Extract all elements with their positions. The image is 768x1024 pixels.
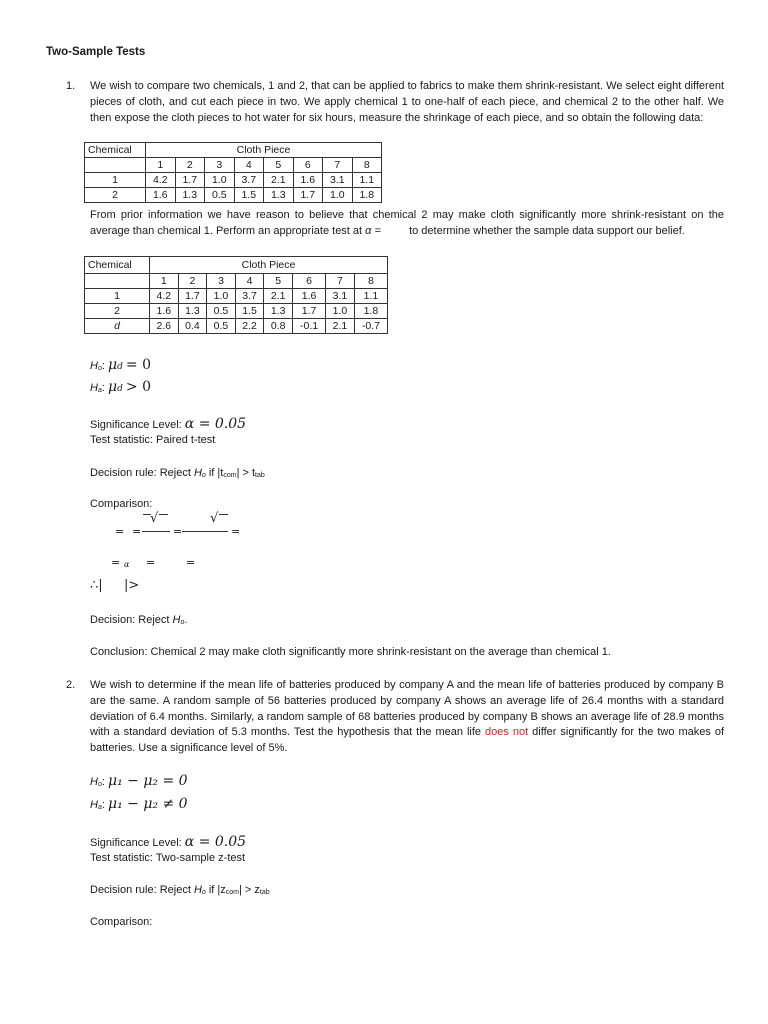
table1-cell: 1.7 — [293, 188, 323, 203]
table1-cell: 1.5 — [234, 188, 264, 203]
q2-number: 2. — [66, 679, 76, 691]
table2-cell: 1.7 — [292, 304, 325, 319]
table1-cell: 4.2 — [146, 173, 176, 188]
table2-piece-header: 4 — [235, 274, 264, 289]
q2-alt-hypothesis: Ha: μ₁ − μ₂ ≠ 0 — [90, 796, 188, 812]
q1-conclusion: Conclusion: Chemical 2 may make cloth significantly more shrink-resistant on the average than chemical 1. — [90, 646, 611, 658]
table2-row — [85, 304, 388, 319]
table1-piece-header: 1 — [146, 158, 176, 173]
table1-row-label: 2 — [85, 188, 146, 203]
table1-piece-header: 3 — [205, 158, 235, 173]
table1-piece-header: 8 — [352, 158, 382, 173]
table2-cell: -0.7 — [354, 319, 387, 334]
table1-cell: 1.3 — [264, 188, 294, 203]
q1-formula-fraction2 — [182, 531, 228, 532]
table2-cell: 1.0 — [207, 289, 236, 304]
q2-text-emphasis: does not — [485, 726, 529, 739]
q1-text2-c: to determine whether the sample data support our belief. — [409, 224, 685, 237]
q1-text2-b: average than chemical 1. Perform an appropriate test at — [90, 224, 363, 237]
q1-text: We wish to compare two chemicals, 1 and 2, that can be applied to fabrics to make them shrink-resistant. We select eight different pieces of cloth, and cut each piece in two. We apply chemical 1 to one-half of each piece, and chemical 2 to the other half. We then expose the cloth pieces to hot water for six hours, measure the shrinkage of each piece, and so obtain the following data: — [90, 80, 724, 124]
q1-formula-sqrt2: √ — [210, 511, 219, 526]
table2-cell: 1.8 — [354, 304, 387, 319]
q1-formula-row2-eq1: = — [111, 556, 121, 569]
table2-row-label: 1 — [85, 289, 150, 304]
q1-number: 1. — [66, 80, 76, 92]
q1-formula-eq2: = — [132, 525, 142, 538]
table1-cell: 1.3 — [175, 188, 205, 203]
table2-piece-header: 8 — [354, 274, 387, 289]
table2-row-label: 2 — [85, 304, 150, 319]
table1-cell: 1.0 — [205, 173, 235, 188]
q1-formula-fraction1 — [142, 531, 170, 532]
table1-piece-header: 2 — [175, 158, 205, 173]
q1-null-hypothesis: Ho: μd = 0 — [90, 357, 152, 373]
q1-formula-eq4: = — [231, 525, 241, 538]
table2-pieces-row — [85, 274, 388, 289]
table2-cell: 2.6 — [150, 319, 179, 334]
q1-formula-row2-eq2: = — [146, 556, 156, 569]
q2-test-statistic: Test statistic: Two-sample z-test — [90, 852, 246, 864]
table1-cell: 1.8 — [352, 188, 382, 203]
table2-header-cloth-piece: Cloth Piece — [150, 257, 388, 274]
q1-significance-level: Significance Level: α = 0.05 — [90, 416, 247, 432]
table1-piece-header: 4 — [234, 158, 264, 173]
q1-comparison-label: Comparison: — [90, 498, 153, 510]
table1-row — [85, 188, 382, 203]
q2-text: We wish to determine if the mean life of batteries produced by company A and the mean life of batteries produced by company B are the same. A random sample of 56 batteries produced by company A shows an average life of 26.4 months with a standard deviation of 6.4 months. Similarly, a random sample of 68 batteries produced by company B shows an average life of 28.9 months with a standard deviation of 5.3 months. Test the hypothesis that the mean life does not differ significantly for the two makes of batteries. Use a significance level of 5%. — [90, 679, 725, 755]
table1-cell: 3.1 — [323, 173, 353, 188]
table2-cell: 3.7 — [235, 289, 264, 304]
q1-formula-eq1: = — [115, 525, 125, 538]
q2-significance-level: Significance Level: α = 0.05 — [90, 834, 247, 850]
table1-corner — [85, 158, 146, 173]
table2-header-chemical: Chemical — [85, 257, 150, 274]
table2-row — [85, 319, 388, 334]
table2-cell: 0.4 — [178, 319, 207, 334]
table2-cell: 1.1 — [354, 289, 387, 304]
table2-cell: 4.2 — [150, 289, 179, 304]
q1-formula-sqrt1-bar — [159, 514, 168, 515]
table2-corner — [85, 274, 150, 289]
table2-cell: 1.6 — [292, 289, 325, 304]
table2-row-label: d — [85, 319, 150, 334]
table2-cell: 1.3 — [264, 304, 293, 319]
table1-piece-header: 6 — [293, 158, 323, 173]
table2-cell: 3.1 — [326, 289, 355, 304]
table1-cell: 1.0 — [323, 188, 353, 203]
q1-test-statistic: Test statistic: Paired t-test — [90, 434, 216, 446]
table2-row — [85, 289, 388, 304]
table1-header-chemical: Chemical — [85, 143, 146, 158]
table1-row — [85, 173, 382, 188]
q1-text2-a: From prior information we have reason to believe that chemical 2 may make cloth significantly more shrink-resistant on the — [90, 209, 724, 221]
table2-cell: 1.7 — [178, 289, 207, 304]
table2-cell: 0.5 — [207, 304, 236, 319]
table2-cell: 2.1 — [326, 319, 355, 334]
table2-piece-header: 1 — [150, 274, 179, 289]
table1-cell: 2.1 — [264, 173, 294, 188]
table2-cell: 0.8 — [264, 319, 293, 334]
q1-decision: Decision: Reject Ho. — [90, 614, 188, 626]
table2-piece-header: 7 — [326, 274, 355, 289]
table2-cell: 1.6 — [150, 304, 179, 319]
q2-comparison-label: Comparison: — [90, 916, 153, 928]
table1-header-cloth-piece: Cloth Piece — [146, 143, 382, 158]
q1-therefore: ∴| — [90, 578, 103, 593]
table2-cell: 0.5 — [207, 319, 236, 334]
q1-formula-row2-eq3: = — [186, 556, 196, 569]
table1-cell: 3.7 — [234, 173, 264, 188]
table2-cell: 2.2 — [235, 319, 264, 334]
q1-formula-sqrt2-bar — [219, 514, 228, 515]
table2-cell: 1.5 — [235, 304, 264, 319]
q1-text2 — [90, 208, 724, 240]
table2-cell: 2.1 — [264, 289, 293, 304]
q2-decision-rule: Decision rule: Reject Ho if |zcom| > ztab — [90, 884, 270, 896]
table1-pieces-row — [85, 158, 382, 173]
q1-decision-rule: Decision rule: Reject Ho if |tcom| > ttab — [90, 467, 265, 479]
table2-piece-header: 5 — [264, 274, 293, 289]
table2-cell: -0.1 — [292, 319, 325, 334]
table2-piece-header: 3 — [207, 274, 236, 289]
table2-cell: 1.0 — [326, 304, 355, 319]
table2-piece-header: 6 — [292, 274, 325, 289]
q1-text2-alpha: α = — [365, 224, 381, 237]
q2-null-hypothesis: Ho: μ₁ − μ₂ = 0 — [90, 773, 188, 789]
q1-alt-hypothesis: Ha: μd > 0 — [90, 379, 152, 395]
q1-formula-eq3: = — [173, 525, 183, 538]
q1-formula-sqrt1: √ — [150, 511, 159, 526]
table1-cell: 1.1 — [352, 173, 382, 188]
q1-difference-table — [84, 256, 388, 334]
table1-cell: 1.6 — [293, 173, 323, 188]
table1-row-label: 1 — [85, 173, 146, 188]
document-title: Two-Sample Tests — [46, 46, 146, 58]
table2-cell: 1.3 — [178, 304, 207, 319]
q1-data-table — [84, 142, 382, 203]
table1-cell: 1.6 — [146, 188, 176, 203]
q1-therefore-gt: |> — [124, 578, 140, 593]
table1-piece-header: 5 — [264, 158, 294, 173]
q1-formula-row2-alpha: α — [124, 560, 130, 569]
table1-piece-header: 7 — [323, 158, 353, 173]
table2-piece-header: 2 — [178, 274, 207, 289]
table1-cell: 0.5 — [205, 188, 235, 203]
table1-cell: 1.7 — [175, 173, 205, 188]
